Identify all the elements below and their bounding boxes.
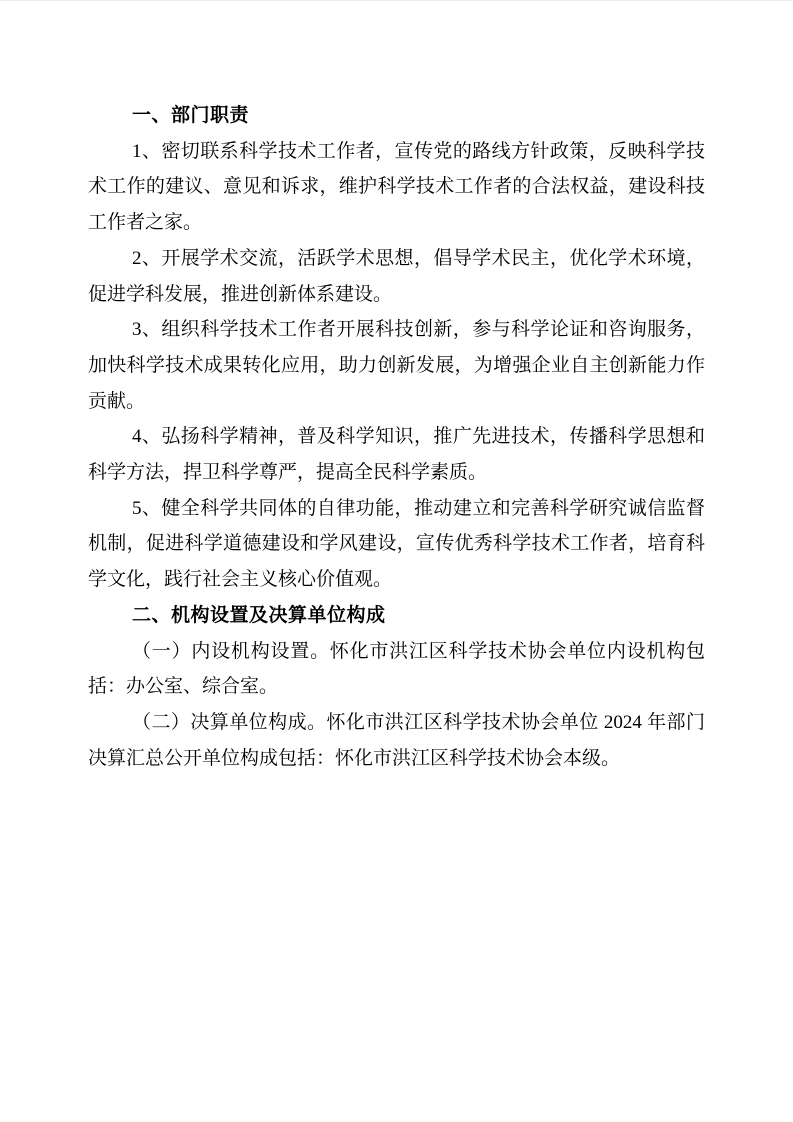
document-paragraph: 1、密切联系科学技术工作者，宣传党的路线方针政策，反映科学技术工作的建议、意见和诉求，维护科学技术工作者的合法权益，建设科技工作者之家。 (88, 140, 705, 234)
document-content (88, 98, 705, 776)
document-paragraph: 5、健全科学共同体的自律功能，推动建立和完善科学研究诚信监督机制，促进科学道德建设和学风建设，宣传优秀科学技术工作者，培育科学文化，践行社会主义核心价值观。 (88, 497, 705, 591)
document-paragraph: 2、开展学术交流，活跃学术思想，倡导学术民主，优化学术环境，促进学科发展，推进创新体系建设。 (88, 247, 705, 305)
document-paragraph: （二）决算单位构成。怀化市洪江区科学技术协会单位 2024 年部门决算汇总公开单位构成包括：怀化市洪江区科学技术协会本级。 (88, 711, 705, 769)
document-paragraph: 3、组织科学技术工作者开展科技创新，参与科学论证和咨询服务，加快科学技术成果转化应用，助力创新发展，为增强企业自主创新能力作贡献。 (88, 319, 705, 412)
section-heading: 一、部门职责 (132, 105, 250, 126)
document-paragraph: 4、弘扬科学精神，普及科学知识，推广先进技术，传播科学思想和科学方法，捍卫科学尊严，提高全民科学素质。 (88, 426, 705, 484)
document-paragraph: （一）内设机构设置。怀化市洪江区科学技术协会单位内设机构包括：办公室、综合室。 (88, 640, 705, 698)
section-heading: 二、机构设置及决算单位构成 (132, 604, 386, 626)
